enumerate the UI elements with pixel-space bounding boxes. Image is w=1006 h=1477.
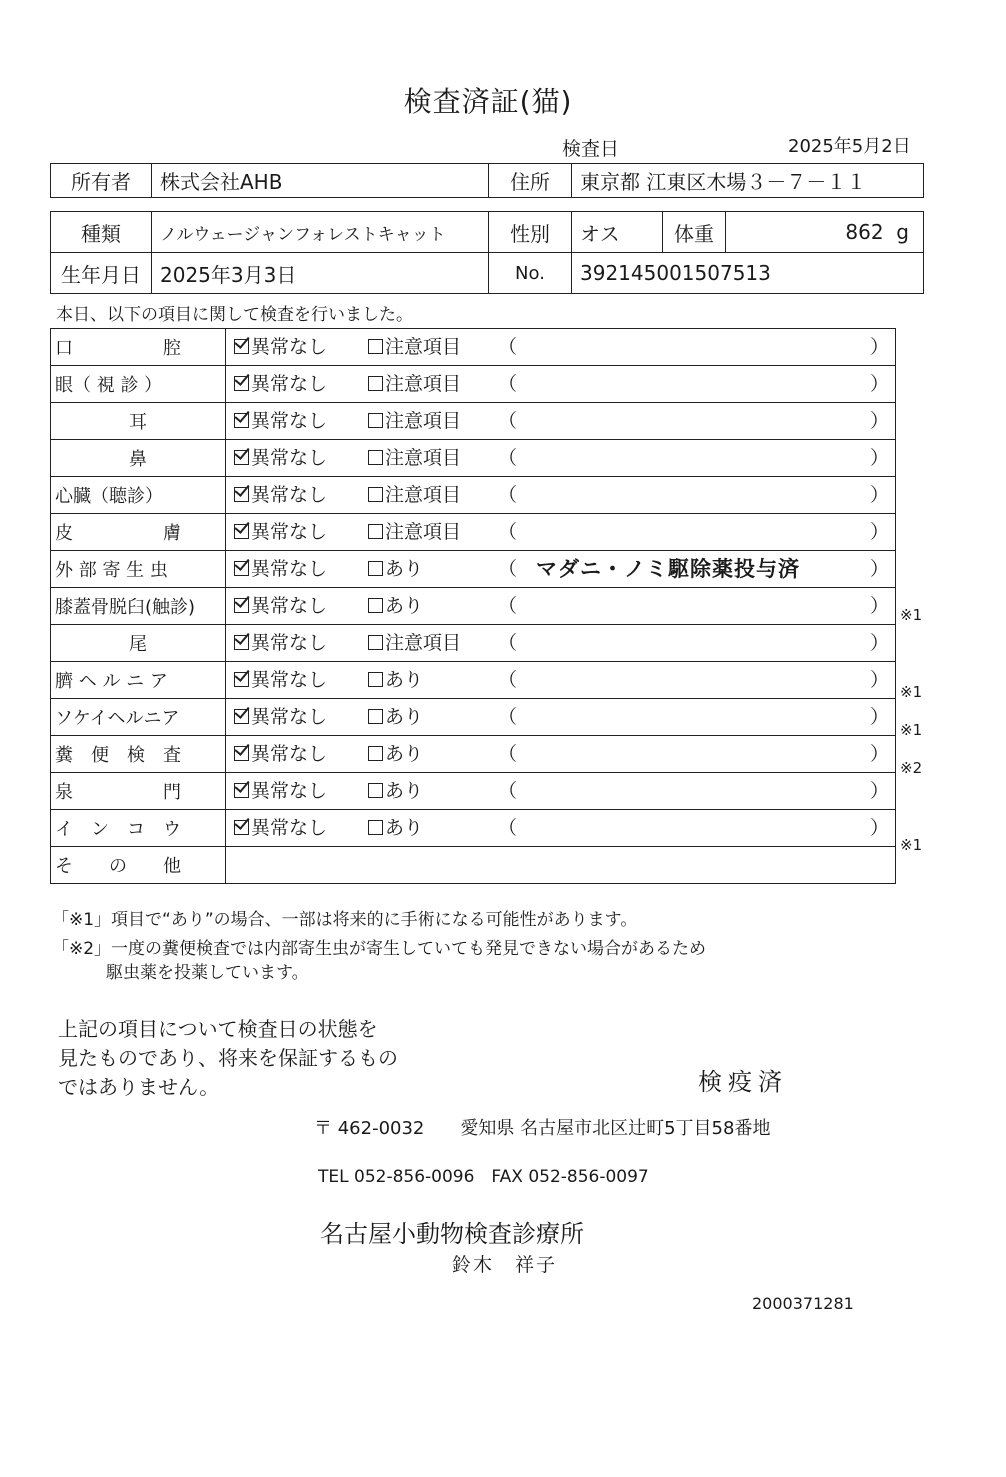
checkbox-icon[interactable] xyxy=(368,709,383,724)
paren-close: ） xyxy=(869,558,889,580)
alt-label: 注意項目 xyxy=(385,484,462,506)
paren-open: （ xyxy=(498,484,518,506)
checkbox-icon[interactable] xyxy=(368,450,383,465)
check-options xyxy=(226,699,896,736)
alt-option[interactable] xyxy=(368,699,423,735)
address-label: 住所 xyxy=(489,164,572,198)
ok-label: 異常なし xyxy=(251,632,328,654)
alt-label: あり xyxy=(385,743,424,765)
paren-close: ） xyxy=(869,521,889,543)
alt-option[interactable] xyxy=(368,662,423,698)
ok-option[interactable] xyxy=(234,699,327,735)
alt-label: 注意項目 xyxy=(385,336,462,358)
check-item-name: 鼻 xyxy=(51,440,226,477)
clinic-phone: TEL 052-856-0096 FAX 052-856-0097 xyxy=(318,1167,649,1187)
no-value: 392145001507513 xyxy=(572,253,924,294)
footnote-2: 「※2」一度の糞便検査では内部寄生虫が寄生していても発見できない場合があるため xyxy=(52,939,707,959)
owner-table xyxy=(50,163,924,198)
alt-option[interactable] xyxy=(368,403,461,439)
exam-date-label: 検査日 xyxy=(562,138,620,160)
paren-close: ） xyxy=(869,632,889,654)
quarantine-stamp: 検疫済 xyxy=(698,1068,788,1096)
breed-value: ノルウェージャンフォレストキャット xyxy=(152,212,489,253)
alt-label: あり xyxy=(385,669,424,691)
check-note: マダニ・ノミ駆除薬投与済 xyxy=(536,557,800,581)
veterinarian-name: 鈴木 祥子 xyxy=(452,1254,558,1276)
paren-close: ） xyxy=(869,484,889,506)
check-row xyxy=(51,588,896,625)
alt-label: 注意項目 xyxy=(385,373,462,395)
check-options xyxy=(226,625,896,662)
paren-open: （ xyxy=(498,780,518,802)
checkbox-icon[interactable] xyxy=(368,339,383,354)
ok-option[interactable] xyxy=(234,551,327,587)
ok-option[interactable] xyxy=(234,662,327,698)
alt-option[interactable] xyxy=(368,736,423,772)
check-options xyxy=(226,329,896,366)
document-code: 2000371281 xyxy=(752,1294,854,1313)
alt-label: 注意項目 xyxy=(385,447,462,469)
sex-value: オス xyxy=(572,212,663,253)
paren-open: （ xyxy=(498,410,518,432)
ok-label: 異常なし xyxy=(251,743,328,765)
checkbox-icon[interactable] xyxy=(368,746,383,761)
check-options xyxy=(226,736,896,773)
paren-open: （ xyxy=(498,817,518,839)
check-row xyxy=(51,736,896,773)
alt-label: あり xyxy=(385,706,424,728)
ok-label: 異常なし xyxy=(251,336,328,358)
checkbox-icon[interactable] xyxy=(368,376,383,391)
check-row xyxy=(51,440,896,477)
checked-checkbox-icon[interactable] xyxy=(234,746,249,761)
check-options xyxy=(226,588,896,625)
alt-option[interactable] xyxy=(368,810,423,846)
paren-open: （ xyxy=(498,558,518,580)
alt-option[interactable] xyxy=(368,773,423,809)
checked-checkbox-icon[interactable] xyxy=(234,598,249,613)
check-item-name: 眼（ 視 診 ） xyxy=(51,366,226,403)
check-options xyxy=(226,773,896,810)
alt-option[interactable] xyxy=(368,588,423,624)
check-row xyxy=(51,551,896,588)
check-row xyxy=(51,329,896,366)
dob-value: 2025年3月3日 xyxy=(152,253,489,294)
paren-close: ） xyxy=(869,447,889,469)
checked-checkbox-icon[interactable] xyxy=(234,635,249,650)
check-row-other xyxy=(51,847,896,884)
checkbox-icon[interactable] xyxy=(368,820,383,835)
checked-checkbox-icon[interactable] xyxy=(234,783,249,798)
disclaimer-line: 上記の項目について検査日の状態を xyxy=(58,1017,378,1041)
check-options xyxy=(226,514,896,551)
paren-open: （ xyxy=(498,521,518,543)
checkbox-icon[interactable] xyxy=(368,487,383,502)
footnote-mark: ※1 xyxy=(900,721,923,739)
ok-label: 異常なし xyxy=(251,484,328,506)
address-value: 東京都 江東区木場３－７－１１ xyxy=(572,164,924,198)
ok-label: 異常なし xyxy=(251,521,328,543)
owner-label: 所有者 xyxy=(51,164,152,198)
paren-open: （ xyxy=(498,595,518,617)
alt-label: あり xyxy=(385,595,424,617)
paren-open: （ xyxy=(498,706,518,728)
check-item-name: 皮 膚 xyxy=(51,514,226,551)
check-options xyxy=(226,551,896,588)
alt-label: 注意項目 xyxy=(385,632,462,654)
paren-close: ） xyxy=(869,410,889,432)
weight-value: 862 g xyxy=(726,212,924,253)
paren-close: ） xyxy=(869,817,889,839)
ok-option[interactable] xyxy=(234,514,327,550)
checkbox-icon[interactable] xyxy=(368,672,383,687)
checked-checkbox-icon[interactable] xyxy=(234,413,249,428)
check-row xyxy=(51,403,896,440)
check-options xyxy=(226,440,896,477)
checkbox-icon[interactable] xyxy=(368,524,383,539)
disclaimer-line: ではありません。 xyxy=(58,1075,220,1099)
check-item-name: イ ン コ ウ xyxy=(51,810,226,847)
alt-label: あり xyxy=(385,558,424,580)
check-row xyxy=(51,366,896,403)
check-item-name: 耳 xyxy=(51,403,226,440)
alt-label: あり xyxy=(385,817,424,839)
ok-option[interactable] xyxy=(234,329,327,365)
no-label: No. xyxy=(489,253,572,294)
check-item-name: 尾 xyxy=(51,625,226,662)
checked-checkbox-icon[interactable] xyxy=(234,487,249,502)
paren-open: （ xyxy=(498,447,518,469)
paren-open: （ xyxy=(498,632,518,654)
check-item-name: 糞 便 検 査 xyxy=(51,736,226,773)
footnote-mark: ※1 xyxy=(900,606,923,625)
checked-checkbox-icon[interactable] xyxy=(234,820,249,835)
exam-date: 2025年5月2日 xyxy=(788,136,911,157)
check-table xyxy=(50,328,896,884)
disclaimer xyxy=(58,1015,398,1102)
alt-option[interactable] xyxy=(368,366,461,402)
paren-close: ） xyxy=(869,595,889,617)
pet-table xyxy=(50,211,924,294)
ok-label: 異常なし xyxy=(251,780,328,802)
check-rows xyxy=(51,329,896,884)
alt-option[interactable] xyxy=(368,440,461,476)
alt-label: あり xyxy=(385,780,424,802)
check-options xyxy=(226,662,896,699)
checked-checkbox-icon[interactable] xyxy=(234,672,249,687)
ok-label: 異常なし xyxy=(251,706,328,728)
checkbox-icon[interactable] xyxy=(368,561,383,576)
check-item-name: 膝蓋骨脱臼(触診) xyxy=(51,588,226,625)
ok-label: 異常なし xyxy=(251,595,328,617)
check-row xyxy=(51,699,896,736)
alt-label: 注意項目 xyxy=(385,521,462,543)
ok-label: 異常なし xyxy=(251,558,328,580)
clinic-address: 〒 462-0032 愛知県 名古屋市北区辻町5丁目58番地 xyxy=(314,1118,771,1139)
check-options xyxy=(226,477,896,514)
checked-checkbox-icon[interactable] xyxy=(234,524,249,539)
other-field[interactable] xyxy=(226,847,896,884)
breed-label: 種類 xyxy=(51,212,152,253)
owner-value: 株式会社AHB xyxy=(152,164,489,198)
paren-close: ） xyxy=(869,373,889,395)
footnote-mark: ※2 xyxy=(900,759,923,778)
dob-label: 生年月日 xyxy=(51,253,152,294)
ok-label: 異常なし xyxy=(251,669,328,691)
ok-option[interactable] xyxy=(234,366,327,402)
paren-close: ） xyxy=(869,706,889,728)
footnote-mark: ※1 xyxy=(900,682,923,701)
paren-open: （ xyxy=(498,669,518,691)
ok-option[interactable] xyxy=(234,625,327,661)
check-row xyxy=(51,662,896,699)
footnote-mark: ※1 xyxy=(900,835,923,854)
check-item-name: 外 部 寄 生 虫 xyxy=(51,551,226,588)
footnote-2-cont: 駆虫薬を投薬しています。 xyxy=(106,963,309,983)
checkbox-icon[interactable] xyxy=(368,413,383,428)
ok-option[interactable] xyxy=(234,477,327,513)
paren-open: （ xyxy=(498,336,518,358)
paren-close: ） xyxy=(869,336,889,358)
alt-label: 注意項目 xyxy=(385,410,462,432)
clinic-name: 名古屋小動物検査診療所 xyxy=(320,1220,584,1248)
footnote-1: 「※1」項目で“あり”の場合、一部は将来的に手術になる可能性があります。 xyxy=(52,910,638,930)
paren-close: ） xyxy=(869,669,889,691)
checked-checkbox-icon[interactable] xyxy=(234,339,249,354)
alt-option[interactable] xyxy=(368,625,461,661)
paren-close: ） xyxy=(869,780,889,802)
checkbox-icon[interactable] xyxy=(368,635,383,650)
paren-open: （ xyxy=(498,743,518,765)
ok-option[interactable] xyxy=(234,440,327,476)
alt-option[interactable] xyxy=(368,329,461,365)
ok-option[interactable] xyxy=(234,810,327,846)
check-options xyxy=(226,366,896,403)
check-row xyxy=(51,625,896,662)
ok-option[interactable] xyxy=(234,588,327,624)
checkbox-icon[interactable] xyxy=(368,598,383,613)
alt-option[interactable] xyxy=(368,514,461,550)
weight-label: 体重 xyxy=(663,212,726,253)
sex-label: 性別 xyxy=(489,212,572,253)
check-item-name: 口 腔 xyxy=(51,329,226,366)
check-row xyxy=(51,477,896,514)
paren-open: （ xyxy=(498,373,518,395)
ok-label: 異常なし xyxy=(251,447,328,469)
ok-option[interactable] xyxy=(234,773,327,809)
alt-option[interactable] xyxy=(368,477,461,513)
page-title: 検査済証(猫) xyxy=(403,85,573,118)
check-item-name: 臍 ヘ ル ニ ア xyxy=(51,662,226,699)
other-label: そ の 他 xyxy=(51,847,226,884)
paren-close: ） xyxy=(869,743,889,765)
check-item-name: 心臓（聴診） xyxy=(51,477,226,514)
check-item-name: 泉 門 xyxy=(51,773,226,810)
check-row xyxy=(51,773,896,810)
checked-checkbox-icon[interactable] xyxy=(234,709,249,724)
checked-checkbox-icon[interactable] xyxy=(234,376,249,391)
disclaimer-line: 見たものであり、将来を保証するもの xyxy=(58,1046,398,1070)
ok-label: 異常なし xyxy=(251,817,328,839)
check-item-name: ソケイヘルニア xyxy=(51,699,226,736)
checkbox-icon[interactable] xyxy=(368,783,383,798)
ok-option[interactable] xyxy=(234,403,327,439)
check-row xyxy=(51,514,896,551)
ok-label: 異常なし xyxy=(251,410,328,432)
ok-label: 異常なし xyxy=(251,373,328,395)
check-row xyxy=(51,810,896,847)
ok-option[interactable] xyxy=(234,736,327,772)
check-options xyxy=(226,810,896,847)
check-options xyxy=(226,403,896,440)
alt-option[interactable] xyxy=(368,551,423,587)
checked-checkbox-icon[interactable] xyxy=(234,561,249,576)
checked-checkbox-icon[interactable] xyxy=(234,450,249,465)
intro-text: 本日、以下の項目に関して検査を行いました。 xyxy=(56,305,413,325)
